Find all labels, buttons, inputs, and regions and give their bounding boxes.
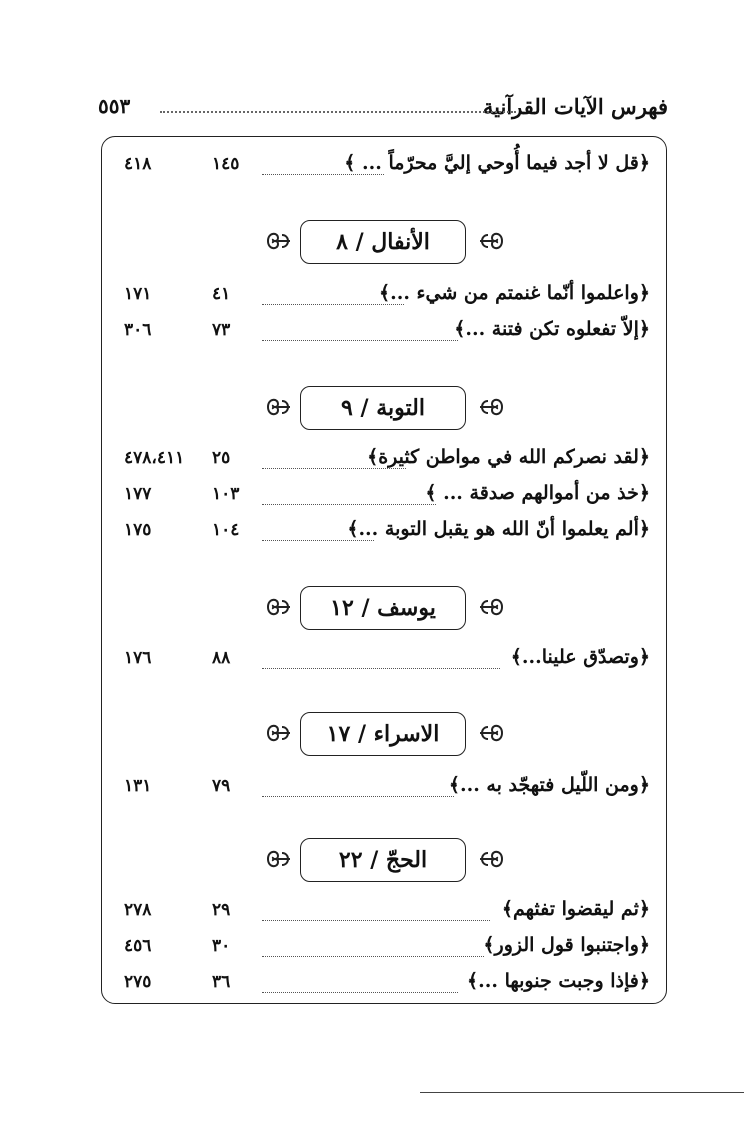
leader-dots — [262, 796, 454, 797]
surah-title: الحجّ / ٢٢ — [300, 838, 466, 882]
ornament-icon — [264, 392, 294, 422]
ornament-icon — [264, 844, 294, 874]
leader-dots — [262, 504, 436, 505]
page-reference: ١٣١ — [124, 776, 152, 796]
ornament-icon — [264, 718, 294, 748]
surah-title: يوسف / ١٢ — [300, 586, 466, 630]
ornament-icon — [264, 226, 294, 256]
verse-text: ﴿خذ من أموالهم صدقة ... ﴾ — [425, 482, 650, 504]
index-row — [0, 646, 744, 682]
surah-heading — [0, 712, 744, 764]
ornament-icon — [476, 392, 506, 422]
leader-dots — [262, 304, 404, 305]
leader-dots — [262, 992, 458, 993]
index-row — [0, 774, 744, 810]
index-row — [0, 282, 744, 318]
ayah-number: ٧٣ — [212, 320, 231, 340]
index-row — [0, 318, 744, 354]
surah-heading — [0, 220, 744, 272]
page-reference: ٤٥٦ — [124, 936, 152, 956]
index-row — [0, 934, 744, 970]
ornament-icon — [476, 844, 506, 874]
ayah-number: ١٤٥ — [212, 154, 240, 174]
page-reference: ١٧١ — [124, 284, 152, 304]
surah-title: التوبة / ٩ — [300, 386, 466, 430]
ayah-number: ٧٩ — [212, 776, 231, 796]
index-row — [0, 446, 744, 482]
verse-text: ﴿واعلموا أنّما غنمتم من شيء ...﴾ — [378, 282, 650, 304]
ornament-icon — [476, 718, 506, 748]
page-reference: ٤٧٨،٤١١ — [124, 448, 185, 468]
ornament-icon — [476, 592, 506, 622]
verse-text: ﴿وتصدّق علينا...﴾ — [510, 646, 650, 668]
verse-text: ﴿لقد نصركم الله في مواطن كثيرة﴾ — [367, 446, 650, 468]
page-reference: ١٧٥ — [124, 520, 152, 540]
ayah-number: ١٠٤ — [212, 520, 240, 540]
index-row — [0, 970, 744, 1006]
surah-title: الاسراء / ١٧ — [300, 712, 466, 756]
ayah-number: ٤١ — [212, 284, 231, 304]
verse-text: ﴿فإذا وجبت جنوبها ...﴾ — [466, 970, 650, 992]
surah-heading — [0, 386, 744, 438]
header-title: فهرس الآيات القرآنية — [482, 94, 668, 119]
verse-text: ﴿ألم يعلموا أنّ الله هو يقبل التوبة ...﴾ — [347, 518, 650, 540]
ayah-number: ١٠٣ — [212, 484, 240, 504]
surah-heading — [0, 586, 744, 638]
ayah-number: ٨٨ — [212, 648, 231, 668]
index-row — [0, 898, 744, 934]
verse-text: ﴿إلاّ تفعلوه تكن فتنة ...﴾ — [454, 318, 650, 340]
page-reference: ١٧٦ — [124, 648, 152, 668]
surah-title: الأنفال / ٨ — [300, 220, 466, 264]
leader-dots — [262, 920, 490, 921]
verse-text: ﴿ومن اللّيل فتهجّد به ...﴾ — [448, 774, 650, 796]
page-reference: ٢٧٨ — [124, 900, 152, 920]
page-reference: ١٧٧ — [124, 484, 152, 504]
leader-dots — [262, 174, 384, 175]
verse-text: ﴿واجتنبوا قول الزور﴾ — [483, 934, 650, 956]
ayah-number: ٣٠ — [212, 936, 231, 956]
page-reference: ٢٧٥ — [124, 972, 152, 992]
verse-text: ﴿قل لا أجد فيما أُوحي إليَّ محرّماً ... ﴾ — [344, 152, 650, 174]
page-reference: ٤١٨ — [124, 154, 152, 174]
ornament-icon — [264, 592, 294, 622]
header-page-number: ٥٥٣ — [98, 94, 131, 118]
page-header — [98, 94, 668, 124]
verse-text: ﴿ثم ليقضوا تفثهم﴾ — [501, 898, 650, 920]
ayah-number: ٢٥ — [212, 448, 231, 468]
leader-dots — [262, 668, 500, 669]
header-leader-dots — [160, 111, 516, 113]
leader-dots — [262, 956, 484, 957]
ayah-number: ٢٩ — [212, 900, 231, 920]
page-reference: ٣٠٦ — [124, 320, 152, 340]
index-row — [0, 152, 744, 188]
ayah-number: ٣٦ — [212, 972, 231, 992]
surah-heading — [0, 838, 744, 890]
bottom-rule — [420, 1092, 744, 1093]
leader-dots — [262, 340, 458, 341]
index-row — [0, 482, 744, 518]
index-row — [0, 518, 744, 554]
ornament-icon — [476, 226, 506, 256]
leader-dots — [262, 540, 374, 541]
leader-dots — [262, 468, 406, 469]
